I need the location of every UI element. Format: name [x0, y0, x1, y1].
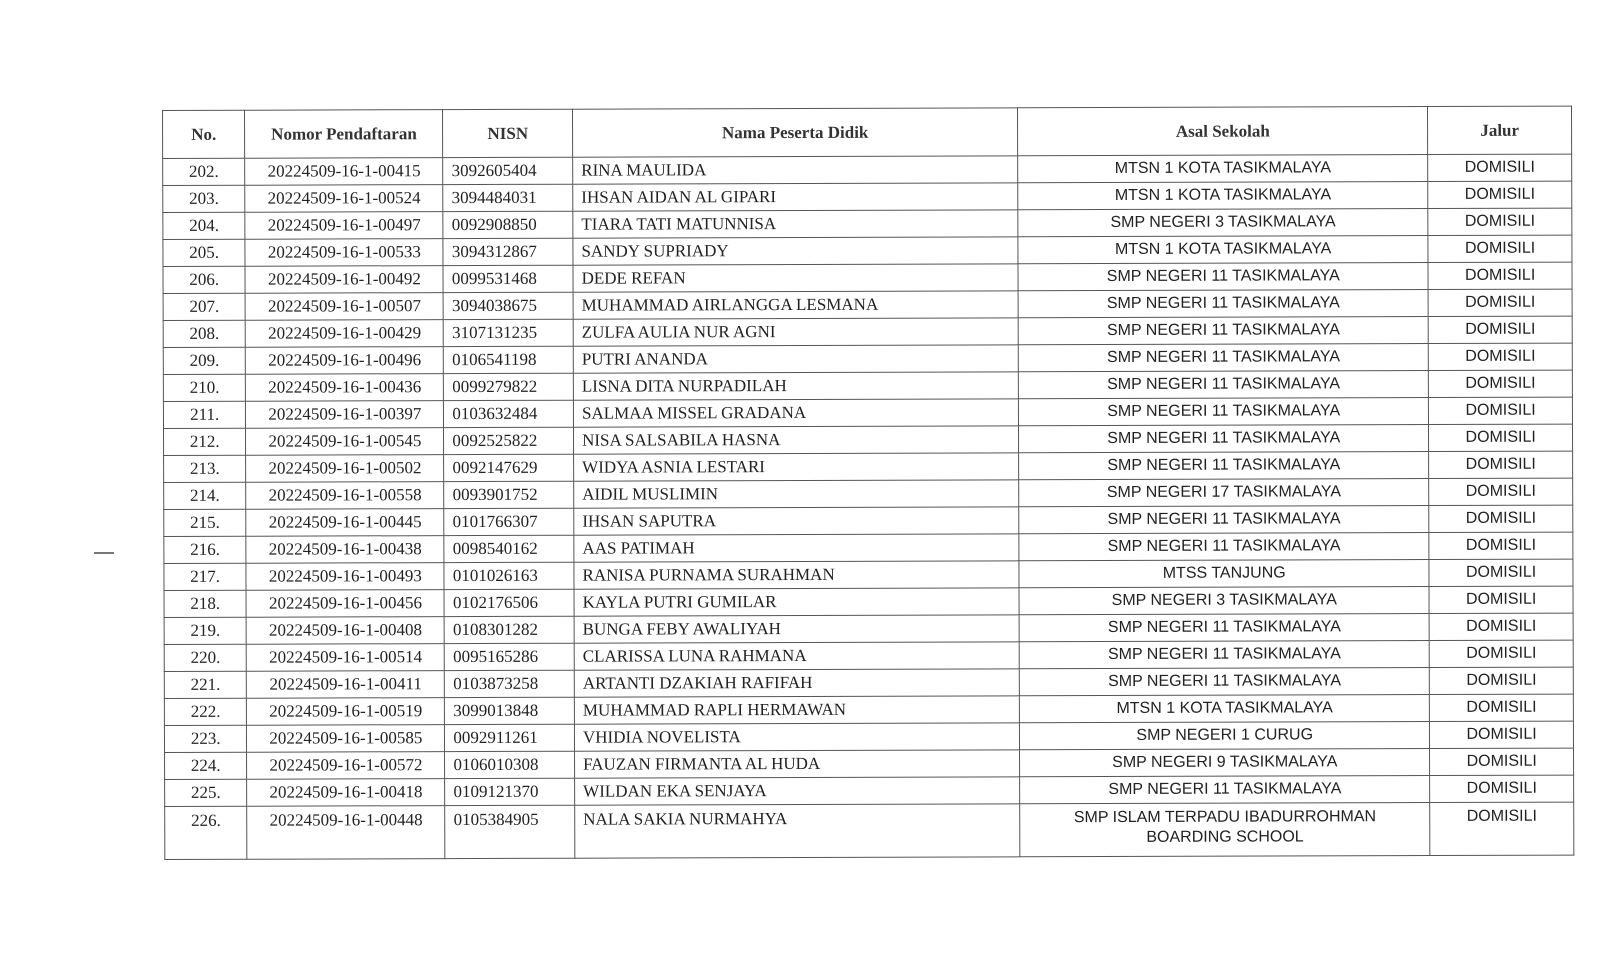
cell-origin-school: [1020, 803, 1430, 857]
cell-nisn: 0092911261: [445, 724, 575, 751]
cell-no: 208.: [163, 320, 245, 347]
cell-student-name: WILDAN EKA SENJAYA: [575, 777, 1020, 805]
cell-jalur: DOMISILI: [1429, 478, 1573, 505]
cell-origin-school: SMP NEGERI 11 TASIKMALAYA: [1019, 668, 1429, 696]
cell-jalur: DOMISILI: [1429, 640, 1573, 667]
cell-student-name: AAS PATIMAH: [574, 534, 1019, 562]
cell-registration-number: 20224509-16-1-00545: [246, 428, 444, 456]
cell-nisn: 0098540162: [444, 535, 574, 562]
cell-jalur: DOMISILI: [1429, 451, 1573, 478]
cell-registration-number: 20224509-16-1-00497: [245, 212, 443, 240]
cell-origin-school: SMP NEGERI 11 TASIKMALAYA: [1019, 641, 1429, 669]
header-row: [163, 106, 1572, 158]
cell-nisn: 3099013848: [445, 697, 575, 724]
header-no: No.: [163, 110, 246, 158]
cell-student-name: VHIDIA NOVELISTA: [574, 723, 1019, 751]
cell-registration-number: 20224509-16-1-00558: [246, 482, 444, 510]
student-list-table: [162, 106, 1574, 860]
cell-jalur: DOMISILI: [1428, 208, 1572, 235]
cell-origin-school: SMP NEGERI 11 TASIKMALAYA: [1019, 506, 1429, 534]
cell-origin-school: MTSN 1 KOTA TASIKMALAYA: [1020, 695, 1430, 723]
cell-jalur: DOMISILI: [1428, 316, 1572, 343]
cell-origin-school: SMP NEGERI 11 TASIKMALAYA: [1018, 344, 1428, 372]
cell-student-name: DEDE REFAN: [573, 264, 1018, 292]
cell-origin-school: SMP NEGERI 17 TASIKMALAYA: [1019, 479, 1429, 507]
cell-no: 223.: [164, 725, 246, 752]
cell-no: 205.: [163, 239, 245, 266]
cell-student-name: NALA SAKIA NURMAHYA: [575, 804, 1020, 858]
cell-no: 221.: [164, 671, 246, 698]
cell-jalur: DOMISILI: [1428, 343, 1572, 370]
cell-student-name: IHSAN SAPUTRA: [574, 507, 1019, 535]
cell-nisn: 3094038675: [443, 292, 573, 319]
cell-jalur: DOMISILI: [1428, 235, 1572, 262]
cell-jalur: DOMISILI: [1428, 289, 1572, 316]
cell-no: 222.: [164, 698, 246, 725]
cell-jalur: DOMISILI: [1430, 667, 1574, 694]
cell-origin-school: SMP NEGERI 11 TASIKMALAYA: [1019, 425, 1429, 453]
header-student-name: Nama Peserta Didik: [573, 108, 1018, 157]
cell-jalur: DOMISILI: [1429, 370, 1573, 397]
cell-registration-number: 20224509-16-1-00502: [246, 455, 444, 483]
cell-jalur: DOMISILI: [1429, 559, 1573, 586]
cell-no: 216.: [164, 536, 246, 563]
cell-student-name: MUHAMMAD RAPLI HERMAWAN: [574, 696, 1019, 724]
cell-origin-school: SMP NEGERI 11 TASIKMALAYA: [1019, 452, 1429, 480]
cell-origin-school: MTSN 1 KOTA TASIKMALAYA: [1018, 182, 1428, 210]
cell-nisn: 0092525822: [444, 427, 574, 454]
cell-jalur: DOMISILI: [1428, 262, 1572, 289]
table-body: [163, 154, 1574, 859]
cell-no: 210.: [163, 374, 245, 401]
cell-registration-number: 20224509-16-1-00438: [246, 536, 444, 564]
cell-student-name: KAYLA PUTRI GUMILAR: [574, 588, 1019, 616]
cell-no: 219.: [164, 617, 246, 644]
cell-registration-number: 20224509-16-1-00418: [247, 779, 445, 807]
cell-jalur: DOMISILI: [1429, 586, 1573, 613]
cell-origin-school: SMP NEGERI 11 TASIKMALAYA: [1019, 371, 1429, 399]
cell-nisn: 0092147629: [444, 454, 574, 481]
cell-registration-number: 20224509-16-1-00514: [247, 644, 445, 672]
cell-registration-number: 20224509-16-1-00397: [246, 401, 444, 429]
cell-no: 217.: [164, 563, 246, 590]
header-origin-school: Asal Sekolah: [1018, 107, 1428, 156]
header-jalur: Jalur: [1428, 106, 1572, 154]
cell-nisn: 0092908850: [443, 211, 573, 238]
cell-jalur: DOMISILI: [1428, 181, 1572, 208]
cell-nisn: 0099279822: [444, 373, 574, 400]
cell-registration-number: 20224509-16-1-00496: [246, 347, 444, 375]
cell-registration-number: 20224509-16-1-00524: [245, 185, 443, 213]
cell-registration-number: 20224509-16-1-00456: [246, 590, 444, 618]
scan-margin-mark: [94, 552, 114, 554]
cell-registration-number: 20224509-16-1-00572: [247, 752, 445, 780]
cell-jalur: DOMISILI: [1429, 613, 1573, 640]
cell-student-name: AIDIL MUSLIMIN: [574, 480, 1019, 508]
cell-student-name: NISA SALSABILA HASNA: [574, 426, 1019, 454]
cell-student-name: MUHAMMAD AIRLANGGA LESMANA: [573, 291, 1018, 319]
cell-nisn: 0103873258: [445, 670, 575, 697]
cell-jalur: DOMISILI: [1430, 775, 1574, 802]
cell-no: 206.: [163, 266, 245, 293]
cell-student-name: SANDY SUPRIADY: [573, 237, 1018, 265]
cell-student-name: LISNA DITA NURPADILAH: [573, 372, 1018, 400]
cell-registration-number: 20224509-16-1-00493: [246, 563, 444, 591]
cell-jalur: DOMISILI: [1429, 397, 1573, 424]
cell-nisn: 0102176506: [444, 589, 574, 616]
cell-jalur: DOMISILI: [1429, 505, 1573, 532]
cell-no: 225.: [165, 779, 247, 806]
cell-registration-number: 20224509-16-1-00533: [245, 239, 443, 267]
cell-no: 218.: [164, 590, 246, 617]
cell-no: 207.: [163, 293, 245, 320]
cell-origin-school: MTSS TANJUNG: [1019, 560, 1429, 588]
cell-registration-number: 20224509-16-1-00429: [246, 320, 444, 348]
cell-registration-number: 20224509-16-1-00507: [245, 293, 443, 321]
cell-nisn: 0103632484: [444, 400, 574, 427]
cell-nisn: 0106010308: [445, 751, 575, 778]
cell-origin-school: SMP NEGERI 3 TASIKMALAYA: [1019, 587, 1429, 615]
cell-nisn: 0105384905: [445, 805, 575, 858]
cell-nisn: 0093901752: [444, 481, 574, 508]
header-registration-number: Nomor Pendaftaran: [245, 110, 443, 159]
cell-no: 209.: [163, 347, 245, 374]
cell-student-name: TIARA TATI MATUNNISA: [573, 210, 1018, 238]
cell-registration-number: 20224509-16-1-00492: [245, 266, 443, 294]
cell-student-name: CLARISSA LUNA RAHMANA: [574, 642, 1019, 670]
cell-student-name: IHSAN AIDAN AL GIPARI: [573, 183, 1018, 211]
table-header: [163, 106, 1572, 158]
cell-student-name: FAUZAN FIRMANTA AL HUDA: [575, 750, 1020, 778]
cell-no: 220.: [164, 644, 246, 671]
cell-no: 224.: [165, 752, 247, 779]
school-line-2: BOARDING SCHOOL: [1146, 828, 1304, 846]
cell-origin-school: SMP NEGERI 11 TASIKMALAYA: [1019, 398, 1429, 426]
cell-jalur: DOMISILI: [1430, 721, 1574, 748]
cell-origin-school: MTSN 1 KOTA TASIKMALAYA: [1018, 236, 1428, 264]
cell-origin-school: SMP NEGERI 11 TASIKMALAYA: [1018, 263, 1428, 291]
cell-no: 202.: [163, 158, 245, 185]
cell-nisn: 3094484031: [443, 184, 573, 211]
cell-no: 212.: [164, 428, 246, 455]
cell-registration-number: 20224509-16-1-00585: [247, 725, 445, 753]
header-nisn: NISN: [443, 109, 573, 157]
cell-jalur: DOMISILI: [1429, 532, 1573, 559]
cell-registration-number: 20224509-16-1-00519: [247, 698, 445, 726]
cell-student-name: PUTRI ANANDA: [573, 345, 1018, 373]
cell-origin-school: SMP NEGERI 9 TASIKMALAYA: [1020, 749, 1430, 777]
cell-no: 214.: [164, 482, 246, 509]
cell-nisn: 3092605404: [443, 157, 573, 184]
cell-jalur: DOMISILI: [1428, 154, 1572, 181]
cell-registration-number: 20224509-16-1-00415: [245, 158, 443, 186]
cell-nisn: 0108301282: [444, 616, 574, 643]
cell-registration-number: 20224509-16-1-00411: [247, 671, 445, 699]
cell-student-name: RINA MAULIDA: [573, 156, 1018, 184]
cell-origin-school: SMP NEGERI 11 TASIKMALAYA: [1018, 290, 1428, 318]
cell-nisn: 0101766307: [444, 508, 574, 535]
cell-jalur: DOMISILI: [1430, 802, 1574, 855]
cell-no: 203.: [163, 185, 245, 212]
cell-origin-school: MTSN 1 KOTA TASIKMALAYA: [1018, 155, 1428, 183]
cell-origin-school: SMP NEGERI 11 TASIKMALAYA: [1019, 533, 1429, 561]
cell-nisn: 0109121370: [445, 778, 575, 805]
cell-student-name: ARTANTI DZAKIAH RAFIFAH: [574, 669, 1019, 697]
cell-student-name: RANISA PURNAMA SURAHMAN: [574, 561, 1019, 589]
cell-registration-number: 20224509-16-1-00445: [246, 509, 444, 537]
school-line-1: SMP ISLAM TERPADU IBADURROHMAN: [1073, 808, 1377, 827]
cell-nisn: 0106541198: [444, 346, 574, 373]
cell-jalur: DOMISILI: [1429, 424, 1573, 451]
cell-registration-number: 20224509-16-1-00408: [247, 617, 445, 645]
cell-no: 211.: [163, 401, 245, 428]
cell-origin-school: SMP NEGERI 11 TASIKMALAYA: [1019, 614, 1429, 642]
cell-no: 213.: [164, 455, 246, 482]
cell-origin-school: SMP NEGERI 11 TASIKMALAYA: [1018, 317, 1428, 345]
cell-student-name: BUNGA FEBY AWALIYAH: [574, 615, 1019, 643]
cell-jalur: DOMISILI: [1430, 748, 1574, 775]
cell-origin-school: SMP NEGERI 3 TASIKMALAYA: [1018, 209, 1428, 237]
cell-registration-number: 20224509-16-1-00436: [246, 374, 444, 402]
table-row: [165, 802, 1574, 859]
cell-student-name: ZULFA AULIA NUR AGNI: [573, 318, 1018, 346]
cell-jalur: DOMISILI: [1430, 694, 1574, 721]
cell-origin-school: SMP NEGERI 1 CURUG: [1020, 722, 1430, 750]
cell-student-name: WIDYA ASNIA LESTARI: [574, 453, 1019, 481]
cell-origin-school: SMP NEGERI 11 TASIKMALAYA: [1020, 776, 1430, 804]
cell-registration-number: 20224509-16-1-00448: [247, 806, 445, 860]
cell-nisn: 3107131235: [444, 319, 574, 346]
cell-student-name: SALMAA MISSEL GRADANA: [573, 399, 1018, 427]
cell-nisn: 3094312867: [443, 238, 573, 265]
cell-no: 226.: [165, 806, 248, 859]
cell-no: 215.: [164, 509, 246, 536]
cell-nisn: 0095165286: [445, 643, 575, 670]
cell-nisn: 0099531468: [443, 265, 573, 292]
cell-nisn: 0101026163: [444, 562, 574, 589]
cell-no: 204.: [163, 212, 245, 239]
